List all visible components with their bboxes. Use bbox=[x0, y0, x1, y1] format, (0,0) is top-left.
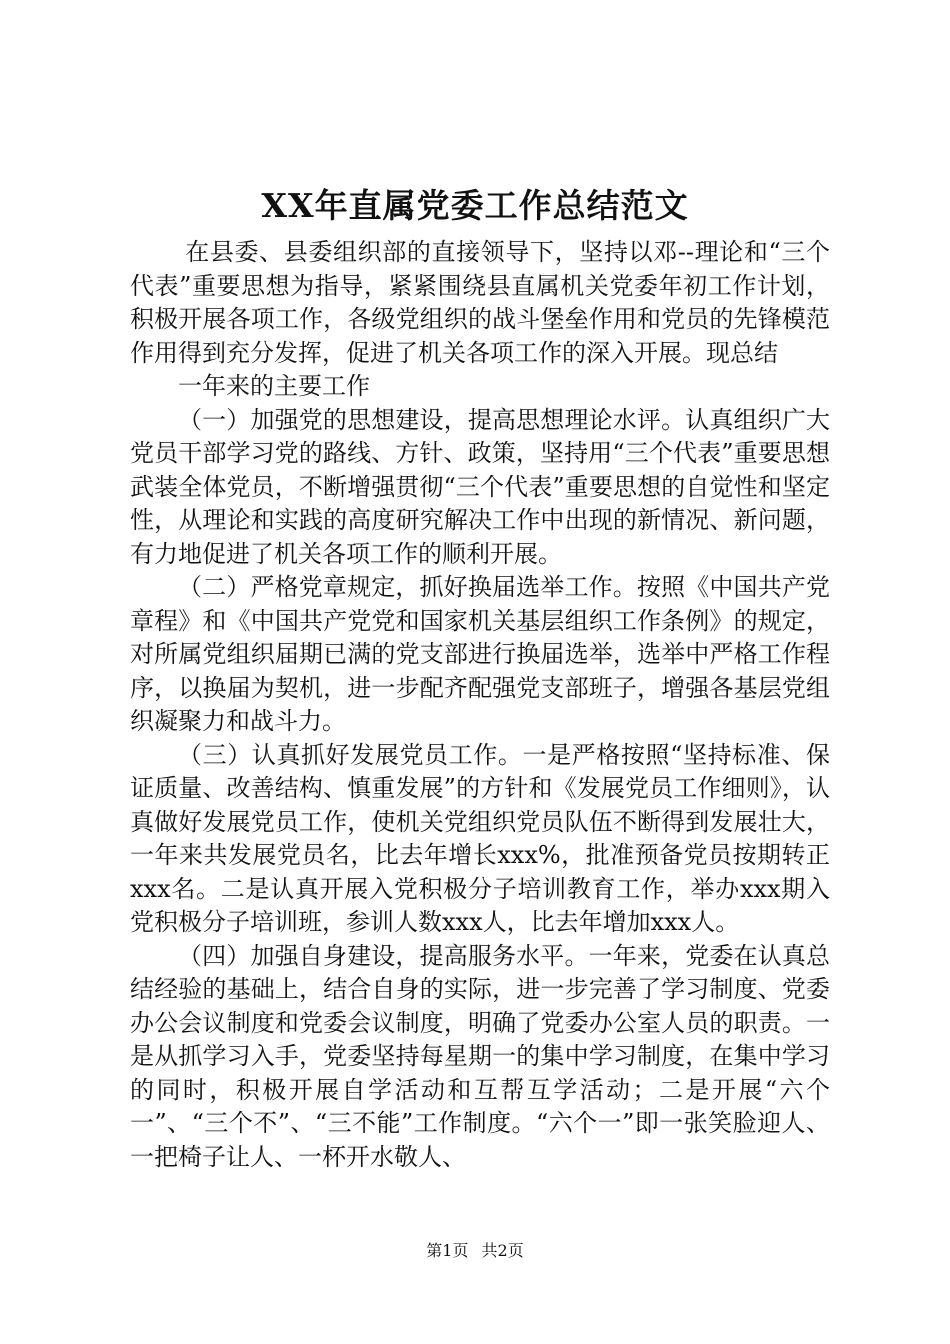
page-number-total: 共2页 bbox=[481, 1241, 524, 1260]
document-body bbox=[130, 236, 830, 1174]
document-title: XX年直属党委工作总结范文 bbox=[261, 186, 689, 225]
section-paragraph-4: （四）加强自身建设，提高服务水平。一年来，党委在认真总结经验的基础上，结合自身的实际，进一步完善了学习制度、党委办公会议制度和党委会议制度，明确了党委办公室人员的职责。一是从抓学习入手，党委坚持每星期一的集中学习制度，在集中学习的同时，积极开展自学活动和互帮互学活动；二是开展“六个一”、“三个不”、“三不能”工作制度。“六个一”即一张笑脸迎人、一把椅子让人、一杯开水敬人、 bbox=[130, 941, 830, 1171]
page-number-current: 第1页 bbox=[426, 1241, 469, 1260]
section-paragraph-3: （三）认真抓好发展党员工作。一是严格按照“坚持标准、保证质量、改善结构、慎重发展”的方针和《发展党员工作细则》，认真做好发展党员工作，使机关党组织党员队伍不断得到发展壮大，一年来共发展党员名，比去年增长xxx%，批准预备党员按期转正xxx名。二是认真开展入党积极分子培训教育工作，举办xxx期入党积极分子培训班，参训人数xxx人，比去年增加xxx人。 bbox=[130, 740, 830, 936]
section-paragraph-1: （一）加强党的思想建设，提高思想理论水评。认真组织广大党员干部学习党的路线、方针、政策，坚持用“三个代表”重要思想武装全体党员，不断增强贯彻“三个代表”重要思想的自觉性和坚定性，从理论和实践的高度研究解决工作中出现的新情况、新问题，有力地促进了机关各项工作的顺利开展。 bbox=[130, 405, 830, 568]
intro-paragraph: 在县委、县委组织部的直接领导下，坚持以邓--理论和“三个代表”重要思想为指导，紧紧围绕县直属机关党委年初工作计划，积极开展各项工作，各级党组织的战斗堡垒作用和党员的先锋模范作用得到充分发挥，促进了机关各项工作的深入开展。现总结 bbox=[130, 238, 830, 367]
section-heading: 一年来的主要工作 bbox=[178, 372, 370, 400]
section-paragraph-2: （二）严格党章规定，抓好换届选举工作。按照《中国共产党章程》和《中国共产党党和国家机关基层组织工作条例》的规定，对所属党组织届期已满的党支部进行换届选举，选举中严格工作程序，以换届为契机，进一步配齐配强党支部班子，增强各基层党组织凝聚力和战斗力。 bbox=[130, 573, 830, 735]
page-footer bbox=[0, 1240, 950, 1262]
